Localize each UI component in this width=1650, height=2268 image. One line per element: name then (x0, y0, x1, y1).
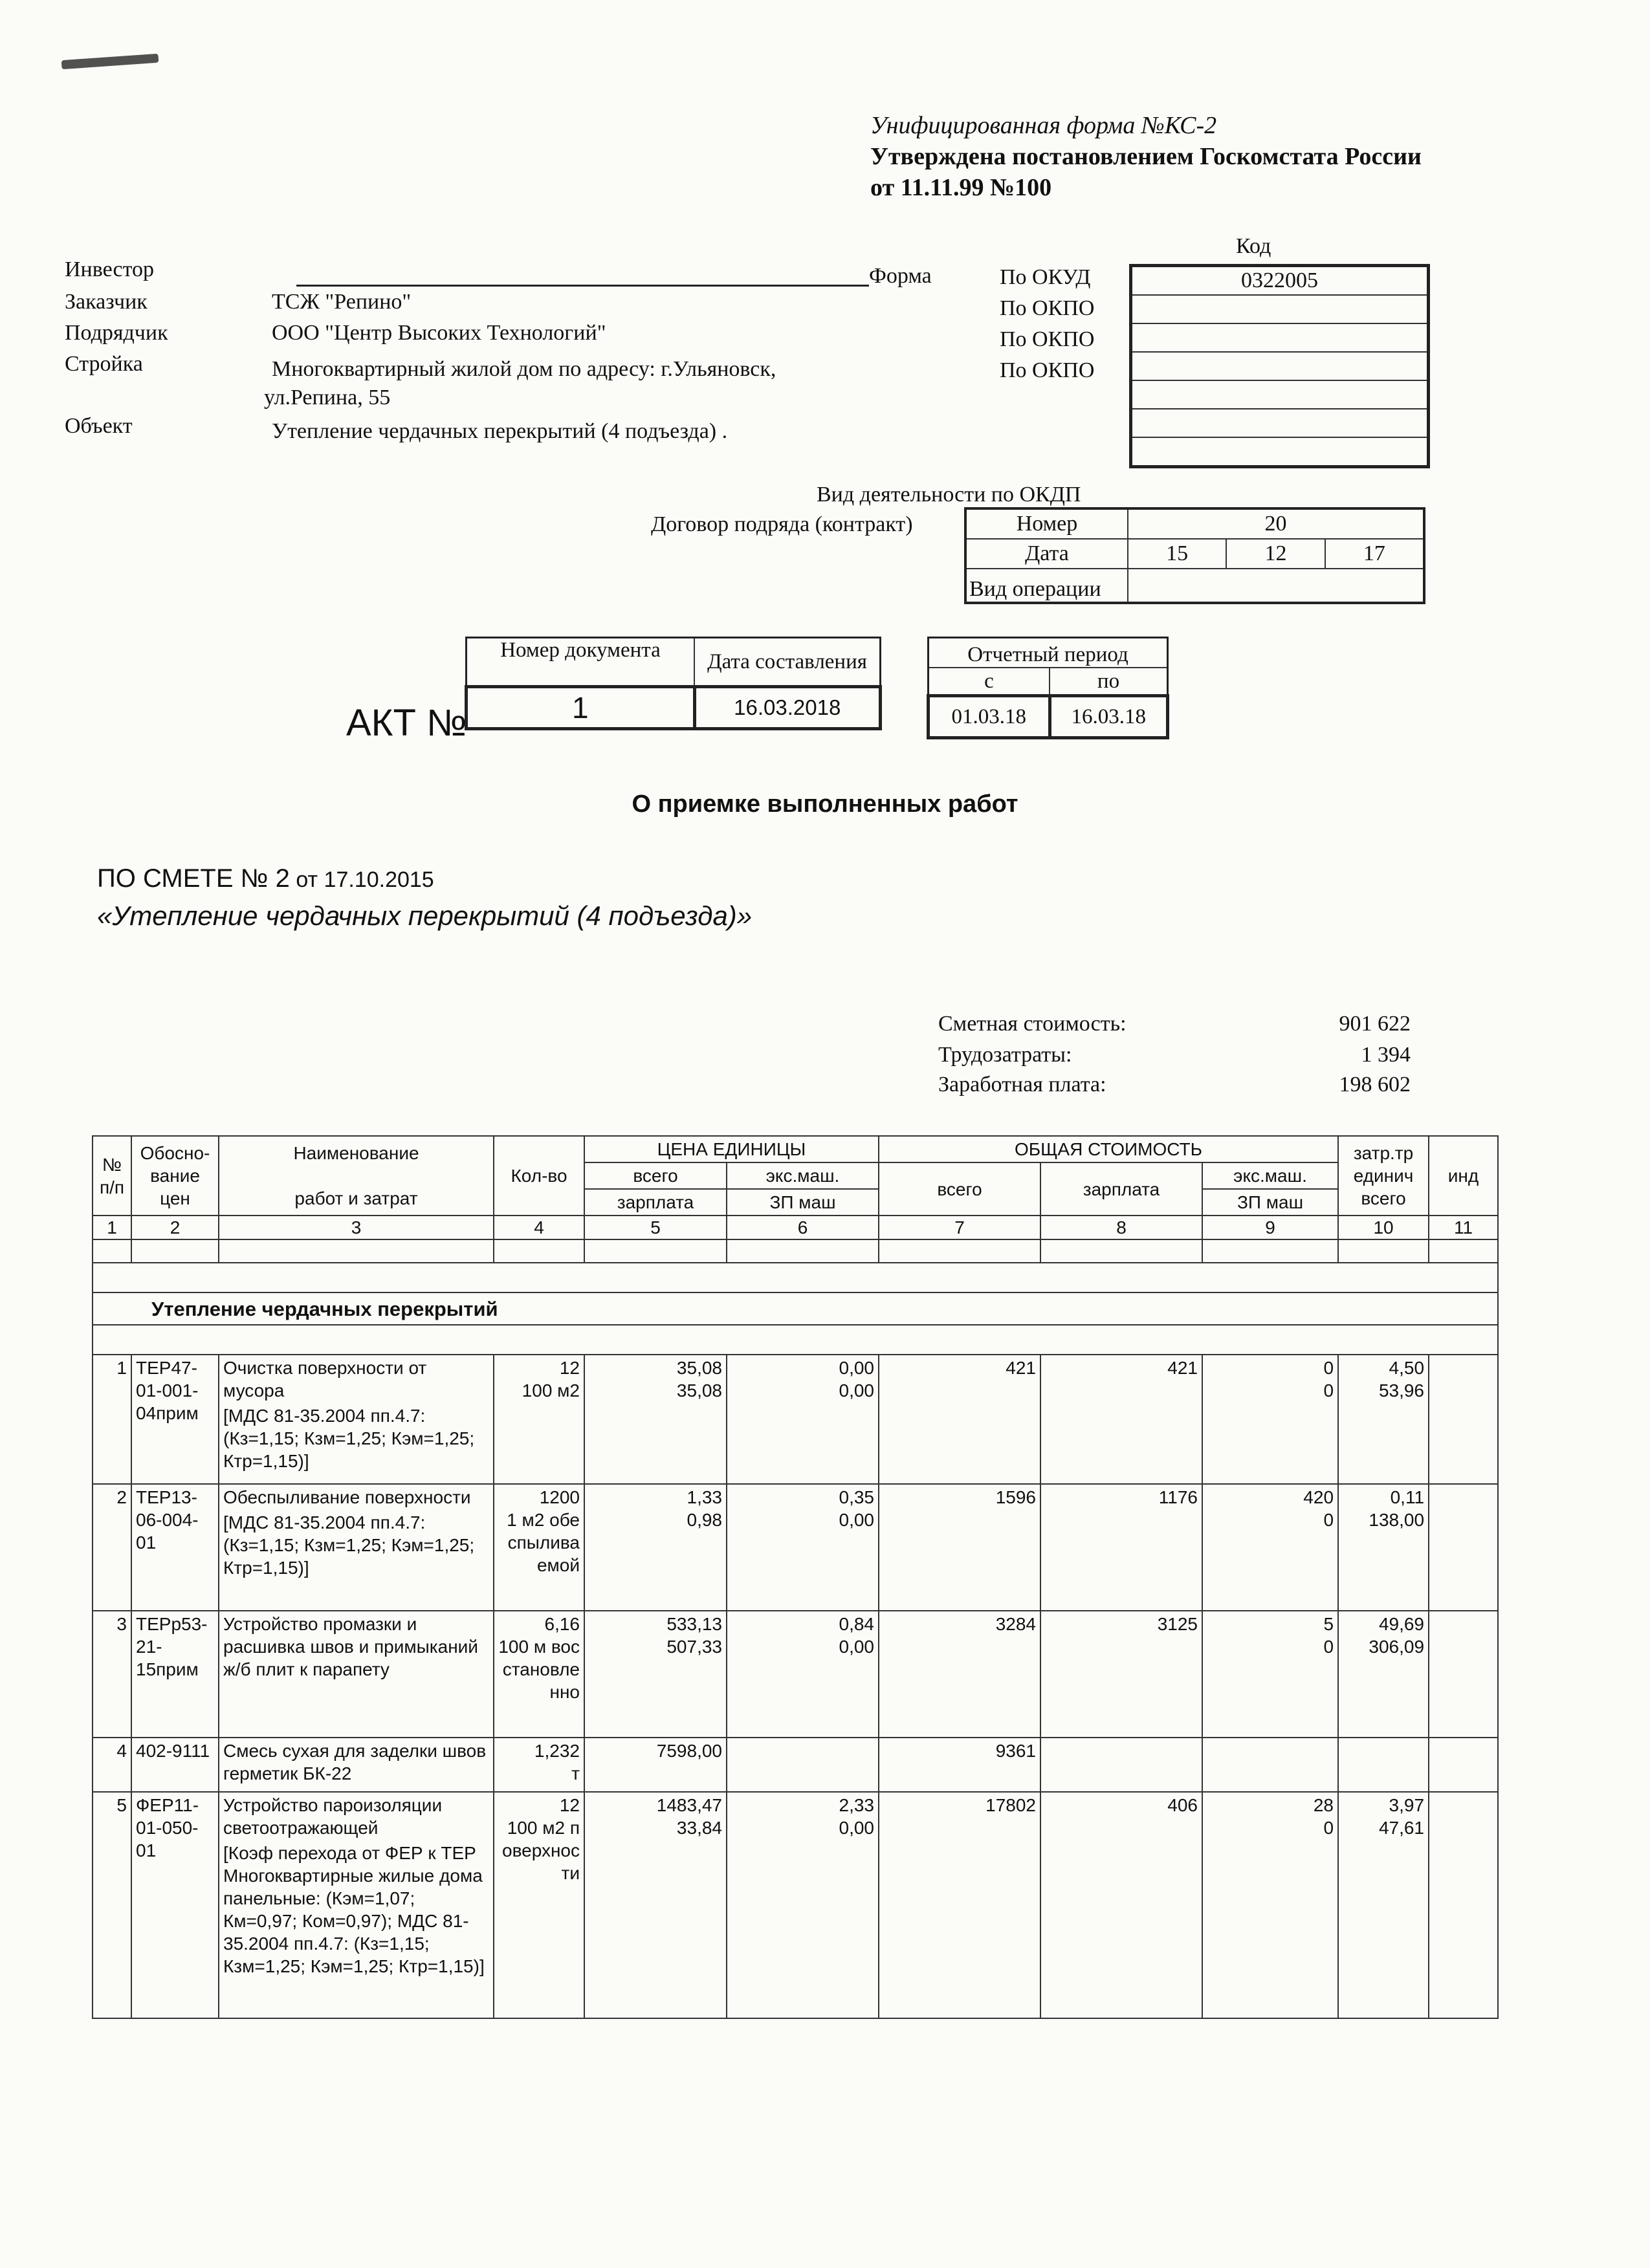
spacer-row (93, 1325, 1498, 1355)
col-name-header (219, 1136, 494, 1216)
site-value-2: ул.Репина, 55 (264, 386, 391, 409)
code-cell-6 (1131, 409, 1429, 437)
column-numbers-row (93, 1216, 1498, 1239)
contract-date-day: 15 (1128, 539, 1226, 569)
doc-date-header: Дата составления (694, 638, 881, 687)
row-basis: 402-9111 (131, 1738, 219, 1792)
row-unit: 1 м2 обеспыливаемой (507, 1510, 580, 1575)
col-num: 3 (219, 1216, 494, 1239)
row-total-zpmach-value: 0 (1323, 1637, 1334, 1657)
period-table (927, 637, 1169, 739)
spacer-row (93, 1263, 1498, 1292)
object-value: Утепление чердачных перекрытий (4 подъезда) . (272, 419, 728, 443)
contract-number-label: Номер (965, 508, 1128, 539)
row-price-salary: 35,08 (676, 1380, 722, 1401)
row-exmach (727, 1792, 879, 2018)
row-exmach (727, 1355, 879, 1484)
smeta-name: «Утепление чердачных перекрытий (4 подъезда)» (97, 900, 753, 931)
row-labor-unit: 0,11 (1390, 1487, 1425, 1507)
col-num: 11 (1429, 1216, 1498, 1239)
object-label: Объект (65, 414, 133, 438)
total-salary-header: зарплата (1040, 1162, 1202, 1216)
period-header: Отчетный период (929, 638, 1168, 668)
document-number-table (465, 637, 882, 730)
row-ind (1429, 1738, 1498, 1792)
investor-label: Инвестор (65, 257, 155, 281)
row-price (584, 1611, 727, 1738)
operation-value (1128, 569, 1424, 603)
scan-artifact (61, 54, 159, 69)
row-price-salary: 0,98 (687, 1510, 722, 1530)
row-qty (494, 1484, 584, 1611)
document-title: О приемке выполненных работ (632, 791, 1018, 818)
row-qty-value: 1200 (539, 1487, 580, 1507)
row-total-exmach (1202, 1355, 1338, 1484)
form-header-line2: Утверждена постановлением Госкомстата России (870, 143, 1422, 170)
row-total-zpmach-value: 0 (1323, 1510, 1334, 1530)
contract-date-month: 12 (1226, 539, 1325, 569)
unit-zpmach-header: ЗП маш (727, 1189, 879, 1216)
row-name-text: Очистка поверхности от мусора (223, 1358, 427, 1401)
row-labor-unit: 4,50 (1389, 1358, 1425, 1378)
row-unit: 100 м восстановленно (498, 1637, 580, 1702)
col-num: 9 (1202, 1216, 1338, 1239)
col-labor-h1: затр.тр (1353, 1143, 1414, 1163)
row-total-salary: 3125 (1040, 1611, 1202, 1738)
col-ind-header: инд (1429, 1136, 1498, 1216)
okpo-cell-1 (1131, 295, 1429, 323)
contract-date-year: 17 (1325, 539, 1424, 569)
unit-exmach-header: экс.маш. (727, 1162, 879, 1189)
row-total-exmach (1202, 1611, 1338, 1738)
row-name-text: Смесь сухая для заделки швов герметик БК-22 (223, 1741, 487, 1783)
row-price-zpmach: 0,00 (839, 1510, 874, 1530)
empty-row (93, 1239, 1498, 1263)
row-no: 2 (93, 1484, 131, 1611)
row-total-zpmach-value: 0 (1323, 1818, 1334, 1838)
total-zpmach-header: ЗП маш (1202, 1189, 1338, 1216)
col-no-header (93, 1136, 131, 1216)
row-ind (1429, 1355, 1498, 1484)
section-title: Утепление чердачных перекрытий (93, 1292, 1498, 1325)
row-basis: ТЕР47-01-001-04прим (131, 1355, 219, 1484)
contract-date-label: Дата (965, 539, 1128, 569)
col-name-h1: Наименование (293, 1143, 419, 1163)
row-unit: 100 м2 (522, 1380, 580, 1401)
row-price (584, 1792, 727, 2018)
row-name (219, 1792, 494, 2018)
row-name-text: Устройство пароизоляции светоотражающей (223, 1795, 443, 1838)
row-exmach (727, 1738, 879, 1792)
row-price-all: 1483,47 (656, 1795, 722, 1815)
row-price-zpmach: 0,00 (839, 1380, 874, 1401)
col-labor-header (1338, 1136, 1429, 1216)
section-row (93, 1292, 1498, 1325)
labor-value: 1 394 (1361, 1043, 1411, 1067)
cost-label: Сметная стоимость: (938, 1012, 1127, 1036)
contractor-label: Подрядчик (65, 321, 168, 345)
row-basis: ФЕР11-01-050-01 (131, 1792, 219, 2018)
salary-label: Заработная плата: (938, 1073, 1106, 1096)
row-total-all: 3284 (879, 1611, 1040, 1738)
row-total-all: 17802 (879, 1792, 1040, 2018)
form-header-line3: от 11.11.99 №100 (870, 174, 1052, 201)
row-labor (1338, 1611, 1429, 1738)
col-num: 7 (879, 1216, 1040, 1239)
row-total-salary: 406 (1040, 1792, 1202, 2018)
code-cell-5 (1131, 380, 1429, 409)
row-price (584, 1738, 727, 1792)
col-basis-header (131, 1136, 219, 1216)
row-labor (1338, 1738, 1429, 1792)
unit-price-header: ЦЕНА ЕДИНИЦЫ (584, 1136, 879, 1162)
codes-table (1129, 264, 1430, 468)
row-qty-value: 1,232 (534, 1741, 580, 1761)
col-num: 6 (727, 1216, 879, 1239)
row-unit: 100 м2 поверхности (502, 1818, 580, 1883)
okpo-label-2: По ОКПО (1000, 327, 1095, 351)
row-name (219, 1611, 494, 1738)
cost-value: 901 622 (1339, 1012, 1411, 1036)
col-num: 10 (1338, 1216, 1429, 1239)
unit-all-header: всего (584, 1162, 727, 1189)
col-basis-h1: Обосно- (140, 1143, 210, 1163)
row-total-salary: 1176 (1040, 1484, 1202, 1611)
row-price-all: 1,33 (687, 1487, 722, 1507)
row-price-all: 7598,00 (656, 1741, 722, 1761)
col-name-h2: работ и затрат (294, 1188, 418, 1208)
row-total-zpmach-value: 0 (1323, 1380, 1334, 1401)
contract-number-value: 20 (1128, 508, 1424, 539)
doc-number-header: Номер документа (467, 638, 695, 687)
row-qty-value: 12 (559, 1795, 580, 1815)
row-name-text: Обеспыливание поверхности (223, 1487, 471, 1507)
row-labor-total: 138,00 (1369, 1510, 1425, 1530)
row-labor-unit: 3,97 (1389, 1795, 1425, 1815)
row-no: 3 (93, 1611, 131, 1738)
row-total-exmach (1202, 1484, 1338, 1611)
row-qty-value: 12 (559, 1358, 580, 1378)
col-num: 5 (584, 1216, 727, 1239)
row-total-salary (1040, 1738, 1202, 1792)
row-price-exmach: 0,00 (839, 1358, 874, 1378)
row-price-exmach: 2,33 (839, 1795, 874, 1815)
form-header-line1: Унифицированная форма №КС-2 (870, 112, 1217, 139)
row-name (219, 1484, 494, 1611)
operation-label: Вид операции (969, 577, 1101, 601)
row-note: [МДС 81-35.2004 пп.4.7: (Кз=1,15; Кзм=1,25; Кэм=1,25; Ктр=1,15)] (223, 1512, 475, 1578)
period-from-label: с (929, 668, 1050, 696)
row-labor (1338, 1792, 1429, 2018)
row-price-exmach: 0,84 (839, 1614, 874, 1634)
period-to-value: 16.03.18 (1050, 696, 1168, 738)
form-header (870, 110, 1422, 203)
row-no: 1 (93, 1355, 131, 1484)
row-qty (494, 1792, 584, 2018)
row-total-all: 421 (879, 1355, 1040, 1484)
contractor-value: ООО "Центр Высоких Технологий" (272, 321, 606, 345)
row-exmach (727, 1611, 879, 1738)
row-note: [МДС 81-35.2004 пп.4.7: (Кз=1,15; Кзм=1,25; Кэм=1,25; Ктр=1,15)] (223, 1406, 475, 1471)
col-num: 8 (1040, 1216, 1202, 1239)
row-basis: ТЕРр53-21-15прим (131, 1611, 219, 1738)
row-name (219, 1738, 494, 1792)
contract-table (964, 507, 1425, 604)
customer-value: ТСЖ "Репино" (272, 290, 412, 314)
period-from-value: 01.03.18 (929, 696, 1050, 738)
row-qty (494, 1738, 584, 1792)
row-labor (1338, 1484, 1429, 1611)
row-unit: т (571, 1763, 580, 1783)
table-row (93, 1611, 1498, 1738)
col-basis-h3: цен (160, 1188, 190, 1208)
row-total-exmach-value: 420 (1303, 1487, 1334, 1507)
row-price-zpmach: 0,00 (839, 1637, 874, 1657)
col-num: 4 (494, 1216, 584, 1239)
works-table (92, 1135, 1499, 2019)
okdp-cell (1131, 437, 1429, 467)
customer-label: Заказчик (65, 290, 148, 314)
row-labor-total: 47,61 (1378, 1818, 1425, 1838)
total-cost-header: ОБЩАЯ СТОИМОСТЬ (879, 1136, 1338, 1162)
row-labor-total: 53,96 (1378, 1380, 1425, 1401)
row-name-text: Устройство промазки и расшивка швов и примыканий ж/б плит к парапету (223, 1614, 478, 1679)
site-label: Стройка (65, 352, 143, 376)
row-total-exmach-value: 0 (1323, 1358, 1334, 1378)
row-note: [Коэф перехода от ФЕР к ТЕР Многоквартирные жилые дома панельные: (Кэм=1,07; Км=0,97; Ком=0,97); МДС 81-35.2004 пп.4.7: (Кз=1,15; Кзм=1,25; Кэм=1,25; Ктр=1,15)] (223, 1843, 485, 1976)
labor-label: Трудозатраты: (938, 1043, 1072, 1067)
akt-label: АКТ № (346, 702, 467, 744)
row-name (219, 1355, 494, 1484)
row-total-exmach (1202, 1738, 1338, 1792)
okud-value: 0322005 (1131, 266, 1429, 296)
row-total-exmach (1202, 1792, 1338, 2018)
row-total-all: 9361 (879, 1738, 1040, 1792)
table-row (93, 1792, 1498, 2018)
investor-field-line (296, 285, 869, 287)
row-exmach (727, 1484, 879, 1611)
form-label: Форма (869, 264, 932, 288)
col-labor-h2: единич (1353, 1166, 1414, 1186)
row-price-all: 533,13 (666, 1614, 722, 1634)
table-row (93, 1738, 1498, 1792)
unit-salary-header: зарплата (584, 1189, 727, 1216)
total-all-header: всего (879, 1162, 1040, 1216)
col-labor-h3: всего (1361, 1188, 1406, 1208)
smeta-date: от 17.10.2015 (289, 867, 434, 892)
contract-label: Договор подряда (контракт) (651, 512, 913, 536)
total-exmach-header: экс.маш. (1202, 1162, 1338, 1189)
row-total-all: 1596 (879, 1484, 1040, 1611)
row-qty (494, 1355, 584, 1484)
row-ind (1429, 1484, 1498, 1611)
kod-label: Код (1236, 234, 1271, 258)
row-basis: ТЕР13-06-004-01 (131, 1484, 219, 1611)
row-price-salary: 507,33 (666, 1637, 722, 1657)
row-qty-value: 6,16 (544, 1614, 580, 1634)
row-labor-total: 306,09 (1369, 1637, 1425, 1657)
row-price-zpmach: 0,00 (839, 1818, 874, 1838)
row-price (584, 1355, 727, 1484)
smeta-line (97, 864, 434, 893)
row-total-exmach-value: 28 (1313, 1795, 1334, 1815)
col-no-h1: № (102, 1154, 122, 1175)
row-price (584, 1484, 727, 1611)
col-no-h2: п/п (99, 1177, 125, 1197)
doc-number-value: 1 (467, 687, 695, 729)
table-row (93, 1355, 1498, 1484)
doc-date-value: 16.03.2018 (694, 687, 881, 729)
table-row (93, 1484, 1498, 1611)
row-labor-unit: 49,69 (1378, 1614, 1425, 1634)
row-price-exmach: 0,35 (839, 1487, 874, 1507)
col-num: 2 (131, 1216, 219, 1239)
col-basis-h2: вание (150, 1166, 200, 1186)
col-qty-header: Кол-во (494, 1136, 584, 1216)
row-total-exmach-value: 5 (1323, 1614, 1334, 1634)
row-labor (1338, 1355, 1429, 1484)
col-num: 1 (93, 1216, 131, 1239)
row-ind (1429, 1611, 1498, 1738)
okdp-label: Вид деятельности по ОКДП (817, 483, 1081, 507)
row-total-salary: 421 (1040, 1355, 1202, 1484)
row-price-all: 35,08 (676, 1358, 722, 1378)
row-price-salary: 33,84 (676, 1818, 722, 1838)
row-no: 5 (93, 1792, 131, 2018)
salary-value: 198 602 (1339, 1073, 1411, 1096)
okpo-label-1: По ОКПО (1000, 296, 1095, 320)
row-ind (1429, 1792, 1498, 2018)
row-no: 4 (93, 1738, 131, 1792)
row-qty (494, 1611, 584, 1738)
site-value-1: Многоквартирный жилой дом по адресу: г.Ульяновск, (272, 357, 776, 381)
smeta-number: ПО СМЕТЕ № 2 (97, 864, 290, 893)
okpo-cell-2 (1131, 323, 1429, 352)
okpo-cell-3 (1131, 352, 1429, 380)
okpo-label-3: По ОКПО (1000, 358, 1095, 382)
period-to-label: по (1050, 668, 1168, 696)
okud-label: По ОКУД (1000, 265, 1091, 289)
